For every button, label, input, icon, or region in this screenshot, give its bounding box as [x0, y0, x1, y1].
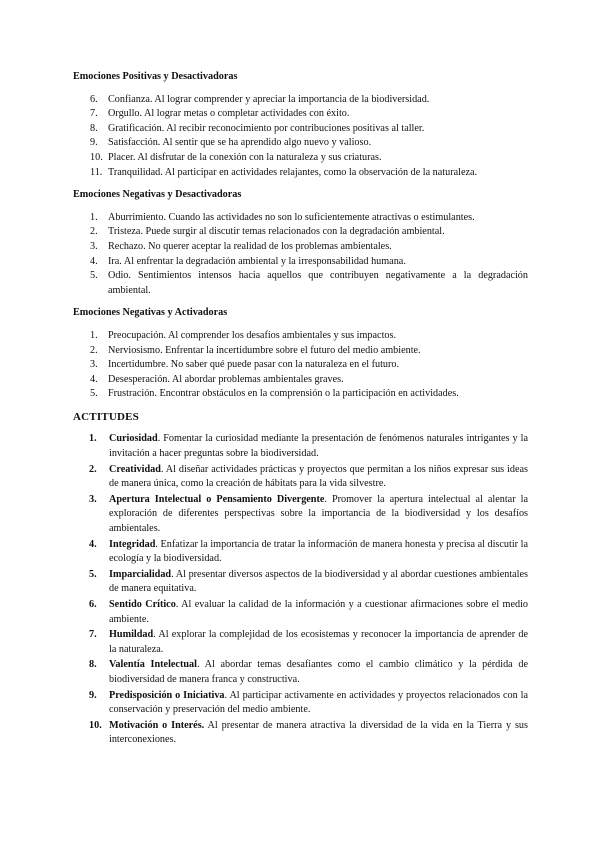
item-text: Rechazo. No querer aceptar la realidad de los problemas ambientales.: [108, 240, 392, 252]
list-item: [73, 211, 528, 226]
document-page: [73, 70, 528, 749]
item-number: 4.: [89, 538, 97, 550]
list-item: [73, 432, 528, 461]
item-number: 7.: [90, 108, 98, 120]
list-item: [73, 358, 528, 373]
list-item: [73, 344, 528, 359]
item-term: Predisposición o Iniciativa: [109, 689, 225, 701]
list-item: [73, 122, 528, 137]
list-item: [73, 151, 528, 166]
item-term: Sentido Crítico: [109, 599, 176, 610]
list-attitudes: [73, 432, 528, 747]
spacer: [73, 298, 528, 306]
item-text: . Al participar activamente en actividades y proyectos relacionados con la conservación y preservación del medio ambiente.: [109, 689, 529, 716]
section-heading-attitudes: ACTITUDES: [73, 410, 139, 423]
item-term: Integridad: [109, 538, 156, 550]
item-text: . Al diseñar actividades prácticas y proyectos que permitan a los niños expresar sus ideas de manera única, como la creación de hábitats para la vida silvestre.: [109, 463, 528, 490]
item-number: 8.: [90, 122, 98, 134]
item-text: Satisfacción. Al sentir que se ha aprendido algo nuevo y valioso.: [108, 137, 372, 149]
item-number: 2.: [89, 463, 97, 475]
list-item: [73, 225, 528, 240]
item-term: Humildad: [109, 629, 154, 641]
spacer: [73, 321, 528, 329]
list-item: [73, 269, 528, 298]
item-number: 1.: [89, 433, 97, 445]
spacer: [73, 402, 528, 410]
item-text: Tranquilidad. Al participar en actividades relajantes, como la observación de la naturaleza.: [108, 166, 478, 178]
item-text: Gratificación. Al recibir reconocimiento por contribuciones positivas al taller.: [108, 122, 425, 134]
item-text: Orgullo. Al lograr metas o completar actividades con éxito.: [108, 108, 350, 120]
item-text: . Al presentar diversos aspectos de la biodiversidad y al abordar cuestiones ambientales de manera equitativa.: [109, 568, 528, 595]
item-text: Preocupación. Al comprender los desafíos ambientales y sus impactos.: [108, 329, 397, 341]
item-number: 7.: [89, 629, 97, 641]
item-term: Motivación o Interés.: [109, 719, 205, 731]
item-term: Creatividad: [109, 463, 161, 475]
item-number: 5.: [90, 388, 98, 400]
spacer: [73, 424, 528, 432]
item-text: Desesperación. Al abordar problemas ambientales graves.: [108, 373, 344, 385]
item-number: 3.: [90, 240, 98, 252]
item-term: Valentía Intelectual: [109, 659, 197, 671]
item-number: 6.: [89, 599, 97, 610]
list-item: [73, 107, 528, 122]
list-item: [73, 166, 528, 181]
item-text: . Al abordar temas desafiantes como el cambio climático y la pérdida de biodiversidad de manera franca y constructiva.: [109, 659, 529, 685]
list-positive-deactivating: [73, 93, 528, 181]
list-item: [73, 658, 528, 687]
item-number: 2.: [90, 344, 98, 356]
section-heading-positive-deactivating: Emociones Positivas y Desactivadoras: [73, 71, 238, 82]
list-item: [73, 568, 528, 597]
item-number: 4.: [90, 373, 98, 385]
list-item: [73, 719, 528, 748]
item-text: . Al evaluar la calidad de la información y a cuestionar afirmaciones sobre el medio ambiente.: [109, 599, 529, 625]
item-number: 4.: [90, 255, 98, 267]
section-heading-negative-activating: Emociones Negativas y Activadoras: [73, 307, 228, 319]
item-text: Incertidumbre. No saber qué puede pasar con la naturaleza en el futuro.: [108, 359, 400, 371]
list-item: [73, 93, 528, 108]
spacer: [73, 85, 528, 93]
item-number: 8.: [89, 659, 97, 671]
item-text: Nerviosismo. Enfrentar la incertidumbre sobre el futuro del medio ambiente.: [108, 344, 421, 356]
section-heading-negative-deactivating: Emociones Negativas y Desactivadoras: [73, 189, 242, 201]
list-item: [73, 240, 528, 255]
item-number: 9.: [90, 137, 98, 149]
list-negative-deactivating: [73, 211, 528, 299]
list-negative-activating: [73, 329, 528, 402]
list-item: [73, 373, 528, 388]
list-item: [73, 689, 528, 718]
list-item: [73, 329, 528, 344]
item-number: 1.: [90, 211, 98, 223]
item-text: . Al explorar la complejidad de los ecosistemas y reconocer la importancia de aprender de la naturaleza.: [109, 629, 528, 655]
item-number: 3.: [90, 359, 98, 371]
item-number: 2.: [90, 226, 98, 238]
list-item: [73, 463, 528, 492]
list-item: [73, 538, 528, 567]
item-number: 9.: [89, 689, 97, 701]
list-item: [73, 628, 528, 657]
list-item: [73, 493, 528, 537]
item-term: Apertura Intelectual o Pensamiento Divergente: [109, 493, 325, 505]
item-text: Ira. Al enfrentar la degradación ambiental y la irresponsabilidad humana.: [108, 255, 406, 267]
item-number: 6.: [90, 93, 98, 105]
item-number: 5.: [90, 270, 98, 282]
item-text: . Promover la apertura intelectual al alentar la exploración de diferentes perspectivas sobre la importancia de la biodiversidad y los desafíos ambientales.: [109, 493, 528, 535]
item-text: Frustración. Encontrar obstáculos en la comprensión o la participación en actividades.: [108, 388, 459, 400]
item-text: . Fomentar la curiosidad mediante la presentación de fenómenos naturales intrigantes y la invitación a hacer preguntas sobre la biodiversidad.: [109, 433, 528, 460]
list-item: [73, 136, 528, 151]
spacer: [73, 180, 528, 188]
item-text: Confianza. Al lograr comprender y apreciar la importancia de la biodiversidad.: [108, 93, 430, 105]
list-item: [73, 255, 528, 270]
item-number: 3.: [89, 493, 97, 505]
item-text: Aburrimiento. Cuando las actividades no son lo suficientemente atractivas o estimulantes.: [108, 211, 475, 223]
item-number: 11.: [90, 166, 103, 178]
item-text: Placer. Al disfrutar de la conexión con la naturaleza y sus criaturas.: [108, 151, 382, 163]
item-term: Imparcialidad: [109, 568, 172, 580]
spacer: [73, 203, 528, 211]
item-term: Curiosidad: [109, 433, 158, 445]
item-text: Odio. Sentimientos intensos hacia aquellos que contribuyen negativamente a la degradación ambiental.: [108, 270, 528, 296]
item-text: Tristeza. Puede surgir al discutir temas relacionados con la degradación ambiental.: [108, 226, 445, 238]
item-text: Al presentar de manera atractiva la diversidad de la vida en la Tierra y sus interconexiones.: [109, 719, 528, 746]
list-item: [73, 387, 528, 402]
item-number: 1.: [90, 329, 98, 341]
list-item: [73, 598, 528, 627]
item-text: . Enfatizar la importancia de tratar la información de manera honesta y precisa al discutir la ecología y la biodiversidad.: [109, 538, 528, 565]
item-number: 5.: [89, 568, 97, 580]
item-number: 10.: [90, 151, 103, 163]
item-number: 10.: [89, 719, 102, 731]
